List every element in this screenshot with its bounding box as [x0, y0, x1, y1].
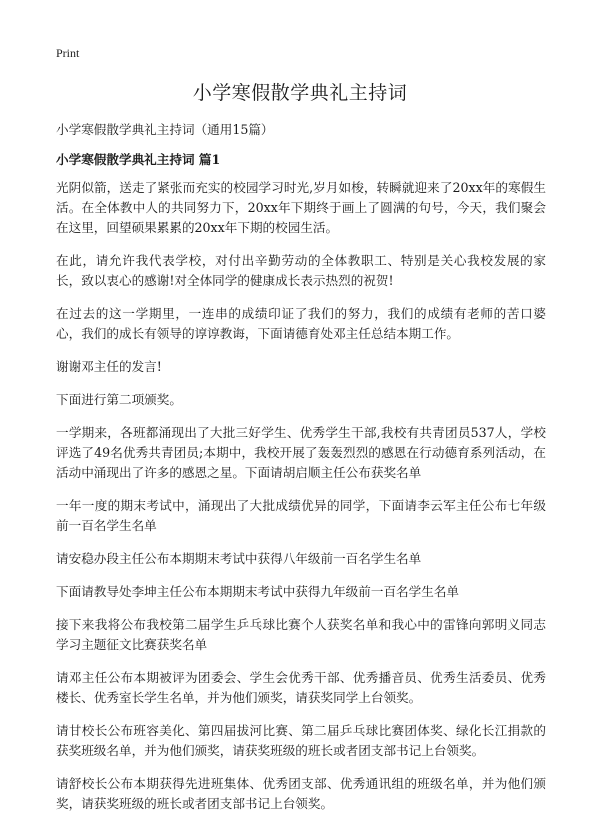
paragraph: 请舒校长公布本期获得先进班集体、优秀团支部、优秀通讯组的班级名单，并为他们颁奖，请获奖班级的班长或者团支部书记上台领奖。 [56, 776, 546, 811]
paragraph: 下面请教导处李坤主任公布本期期末考试中获得九年级前一百名学生名单 [56, 584, 459, 599]
paragraph: 请邓主任公布本期被评为团委会、学生会优秀干部、优秀播音员、优秀生活委员、优秀楼长、优秀室长学生名单，并为他们颁奖，请获奖同学上台领奖。 [56, 670, 546, 705]
paragraph: 谢谢邓主任的发言! [56, 359, 162, 374]
paragraph: 一年一度的期末考试中，涌现出了大批成绩优异的同学，下面请李云军主任公布七年级前一百名学生名单 [56, 498, 546, 533]
section-heading: 小学寒假散学典礼主持词 篇1 [56, 152, 221, 167]
paragraph: 在此，请允许我代表学校，对付出辛勤劳动的全体教职工、特别是关心我校发展的家长，致以衷心的感谢!对全体同学的健康成长表示热烈的祝贺! [56, 253, 546, 288]
paragraph: 请安稳办段主任公布本期期末考试中获得八年级前一百名学生名单 [56, 551, 422, 566]
document-subtitle: 小学寒假散学典礼主持词（通用15篇） [56, 122, 274, 137]
print-link[interactable]: Print [56, 46, 80, 60]
paragraph: 接下来我将公布我校第二届学生乒乓球比赛个人获奖名单和我心中的雷锋向郭明义同志学习主题征文比赛获奖名单 [56, 617, 546, 652]
paragraph: 下面进行第二项颁奖。 [56, 392, 182, 407]
paragraph: 请甘校长公布班容美化、第四届拔河比赛、第二届乒乓球比赛团体奖、绿化长江捐款的获奖班级名单，并为他们颁奖，请获奖班级的班长或者团支部书记上台领奖。 [56, 723, 546, 758]
paragraph: 光阴似箭，送走了紧张而充实的校园学习时光,岁月如梭，转瞬就迎来了20xx年的寒假生活。在全体教中人的共同努力下，20xx年下期终于画上了圆满的句号，今天，我们聚会在这里，回望硕果累累的20xx年下期的校园生活。 [56, 180, 546, 235]
document-body [56, 120, 546, 827]
page-title: 小学寒假散学典礼主持词 [192, 82, 408, 104]
paragraph: 一学期来，各班都涌现出了大批三好学生、优秀学生干部,我校有共青团员537人，学校评选了49名优秀共青团员;本期中，我校开展了轰轰烈烈的感恩在行动德育系列活动，在活动中涌现出了许多的感恩之星。下面请胡启顺主任公布获奖名单 [56, 425, 546, 480]
paragraph: 在过去的这一学期里，一连串的成绩印证了我们的努力，我们的成绩有老师的苦口婆心，我们的成长有领导的谆谆教诲，下面请德育处邓主任总结本期工作。 [56, 306, 546, 341]
